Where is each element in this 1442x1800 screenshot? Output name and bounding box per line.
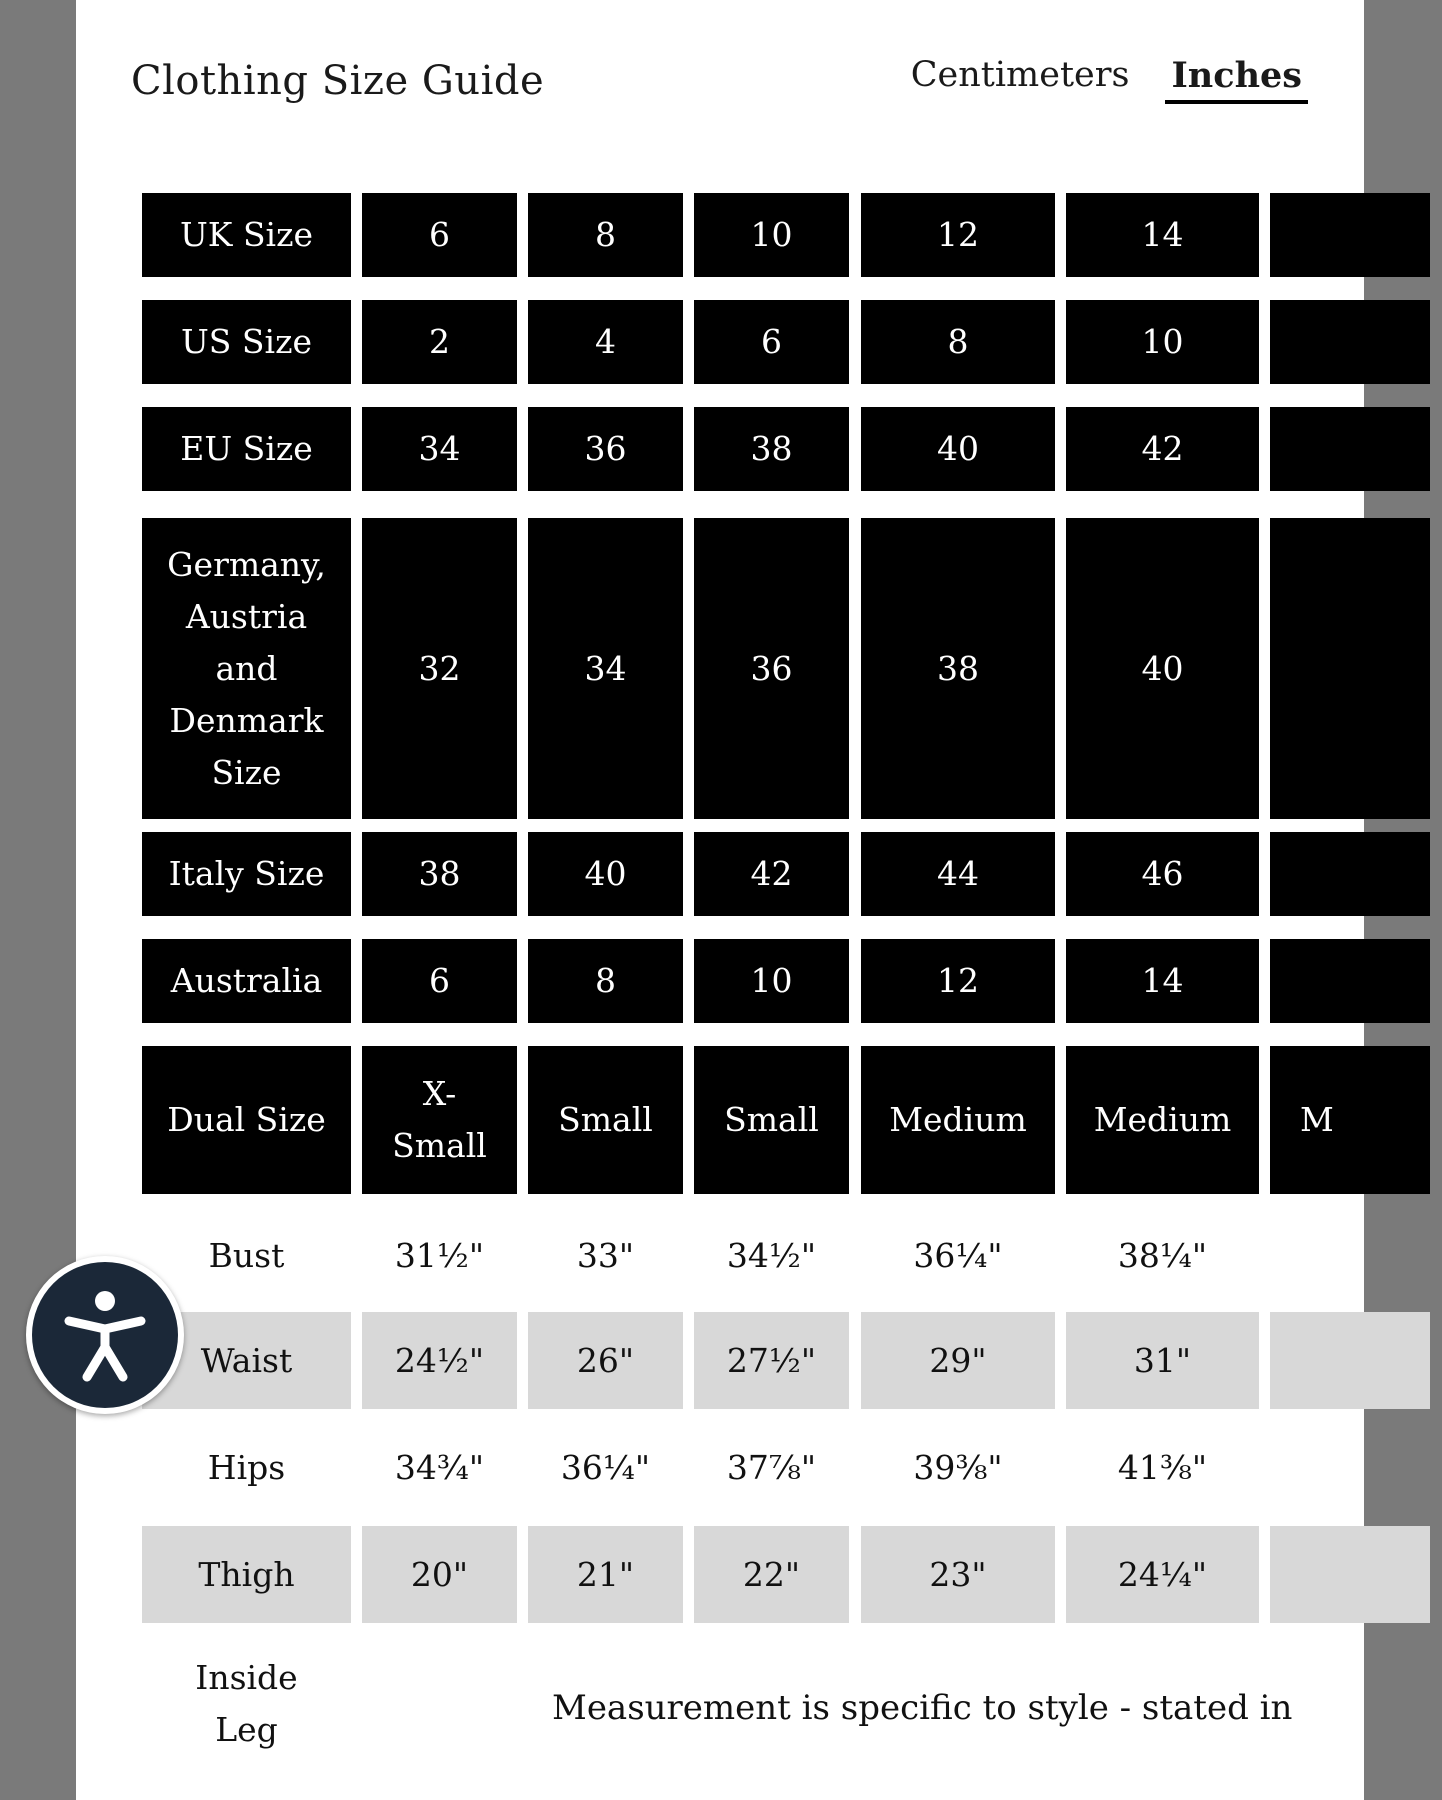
table-cell: 32: [362, 518, 517, 819]
row-label: US Size: [142, 300, 351, 384]
table-cell: 10: [694, 939, 849, 1023]
table-row-eu-size: [142, 407, 1442, 491]
table-cell: 42: [1066, 407, 1259, 491]
table-cell-overflow: [1270, 193, 1430, 277]
table-cell: 38¼": [1117, 1236, 1208, 1275]
table-cell: 21": [528, 1526, 683, 1623]
table-cell: 23": [861, 1526, 1055, 1623]
row-label: Waist: [142, 1312, 351, 1409]
table-row-bust: [142, 1203, 1442, 1309]
table-row-us-size: [142, 300, 1442, 384]
table-cell: 34: [362, 407, 517, 491]
table-cell: 10: [1066, 300, 1259, 384]
size-table[interactable]: [142, 193, 1334, 1800]
table-cell: 12: [861, 939, 1055, 1023]
table-cell: Small: [694, 1046, 849, 1194]
table-cell: 14: [1066, 939, 1259, 1023]
row-label: EU Size: [142, 407, 351, 491]
table-cell: 34½": [726, 1236, 817, 1275]
table-cell: 36¼": [560, 1447, 651, 1487]
table-cell: 37⅞": [726, 1447, 817, 1487]
table-cell: 6: [362, 939, 517, 1023]
table-cell: 38: [362, 832, 517, 916]
table-cell-overflow: M: [1270, 1046, 1430, 1194]
table-cell: 24¼": [1066, 1526, 1259, 1623]
table-row-germany-size: [142, 518, 1442, 819]
table-cell: 36: [694, 518, 849, 819]
table-cell: 34: [528, 518, 683, 819]
table-cell: 24½": [362, 1312, 517, 1409]
table-cell-overflow: [1270, 518, 1430, 819]
tab-inches[interactable]: Inches: [1165, 54, 1308, 104]
table-cell: 22": [694, 1526, 849, 1623]
table-cell: 12: [861, 193, 1055, 277]
row-label: Bust: [208, 1236, 285, 1275]
table-row-thigh: [142, 1526, 1442, 1623]
accessibility-button[interactable]: [26, 1256, 184, 1414]
inside-leg-note: Measurement is specific to style - stated in: [552, 1688, 1293, 1728]
row-label: Thigh: [142, 1526, 351, 1623]
table-cell: X-Small: [362, 1046, 517, 1194]
table-cell: 40: [1066, 518, 1259, 819]
size-guide-panel: [76, 0, 1364, 1800]
table-cell: 39⅜": [913, 1447, 1003, 1487]
table-cell: 4: [528, 300, 683, 384]
row-label: Germany, Austria and Denmark Size: [142, 518, 351, 819]
row-label: Hips: [207, 1447, 286, 1487]
table-cell: 10: [694, 193, 849, 277]
table-row-uk-size: [142, 193, 1442, 277]
table-cell-overflow: [1270, 832, 1430, 916]
table-cell: 8: [528, 193, 683, 277]
table-cell: 2: [362, 300, 517, 384]
table-cell: 31": [1066, 1312, 1259, 1409]
tab-centimeters[interactable]: Centimeters: [905, 54, 1136, 99]
table-cell: 20": [362, 1526, 517, 1623]
table-cell-overflow: [1270, 300, 1430, 384]
table-cell: 40: [861, 407, 1055, 491]
table-cell: 31½": [394, 1236, 485, 1275]
table-cell-overflow: [1270, 1526, 1430, 1623]
table-cell: 8: [528, 939, 683, 1023]
table-row-hips: [142, 1409, 1442, 1526]
table-cell: 29": [861, 1312, 1055, 1409]
table-cell: 38: [694, 407, 849, 491]
table-cell: 8: [861, 300, 1055, 384]
table-cell: 34¾": [394, 1447, 485, 1487]
row-label: UK Size: [142, 193, 351, 277]
table-cell: 40: [528, 832, 683, 916]
table-row-waist: [142, 1312, 1442, 1409]
table-cell: Small: [528, 1046, 683, 1194]
table-cell: 36: [528, 407, 683, 491]
row-label: Italy Size: [142, 832, 351, 916]
table-row-dual-size: [142, 1046, 1442, 1194]
unit-toggle: [905, 54, 1308, 104]
row-label: Australia: [142, 939, 351, 1023]
table-cell: 6: [694, 300, 849, 384]
table-cell: Medium: [861, 1046, 1055, 1194]
table-cell: 26": [528, 1312, 683, 1409]
table-cell: 36¼": [913, 1236, 1003, 1275]
row-label: Inside Leg: [195, 1658, 298, 1749]
table-cell: 38: [861, 518, 1055, 819]
table-cell-overflow: [1270, 1312, 1430, 1409]
table-cell: Medium: [1066, 1046, 1259, 1194]
accessibility-icon: [32, 1262, 178, 1408]
table-cell-overflow: [1270, 407, 1430, 491]
table-row-italy-size: [142, 832, 1442, 916]
table-cell: 46: [1066, 832, 1259, 916]
table-cell: 27½": [694, 1312, 849, 1409]
table-cell: 42: [694, 832, 849, 916]
table-cell: 14: [1066, 193, 1259, 277]
table-cell: 41⅜": [1117, 1447, 1208, 1487]
row-label: Dual Size: [142, 1046, 351, 1194]
page-title: Clothing Size Guide: [131, 58, 545, 104]
table-row-australia: [142, 939, 1442, 1023]
table-cell-overflow: [1270, 939, 1430, 1023]
table-cell: 6: [362, 193, 517, 277]
table-cell: 33": [576, 1236, 635, 1275]
table-cell: 44: [861, 832, 1055, 916]
